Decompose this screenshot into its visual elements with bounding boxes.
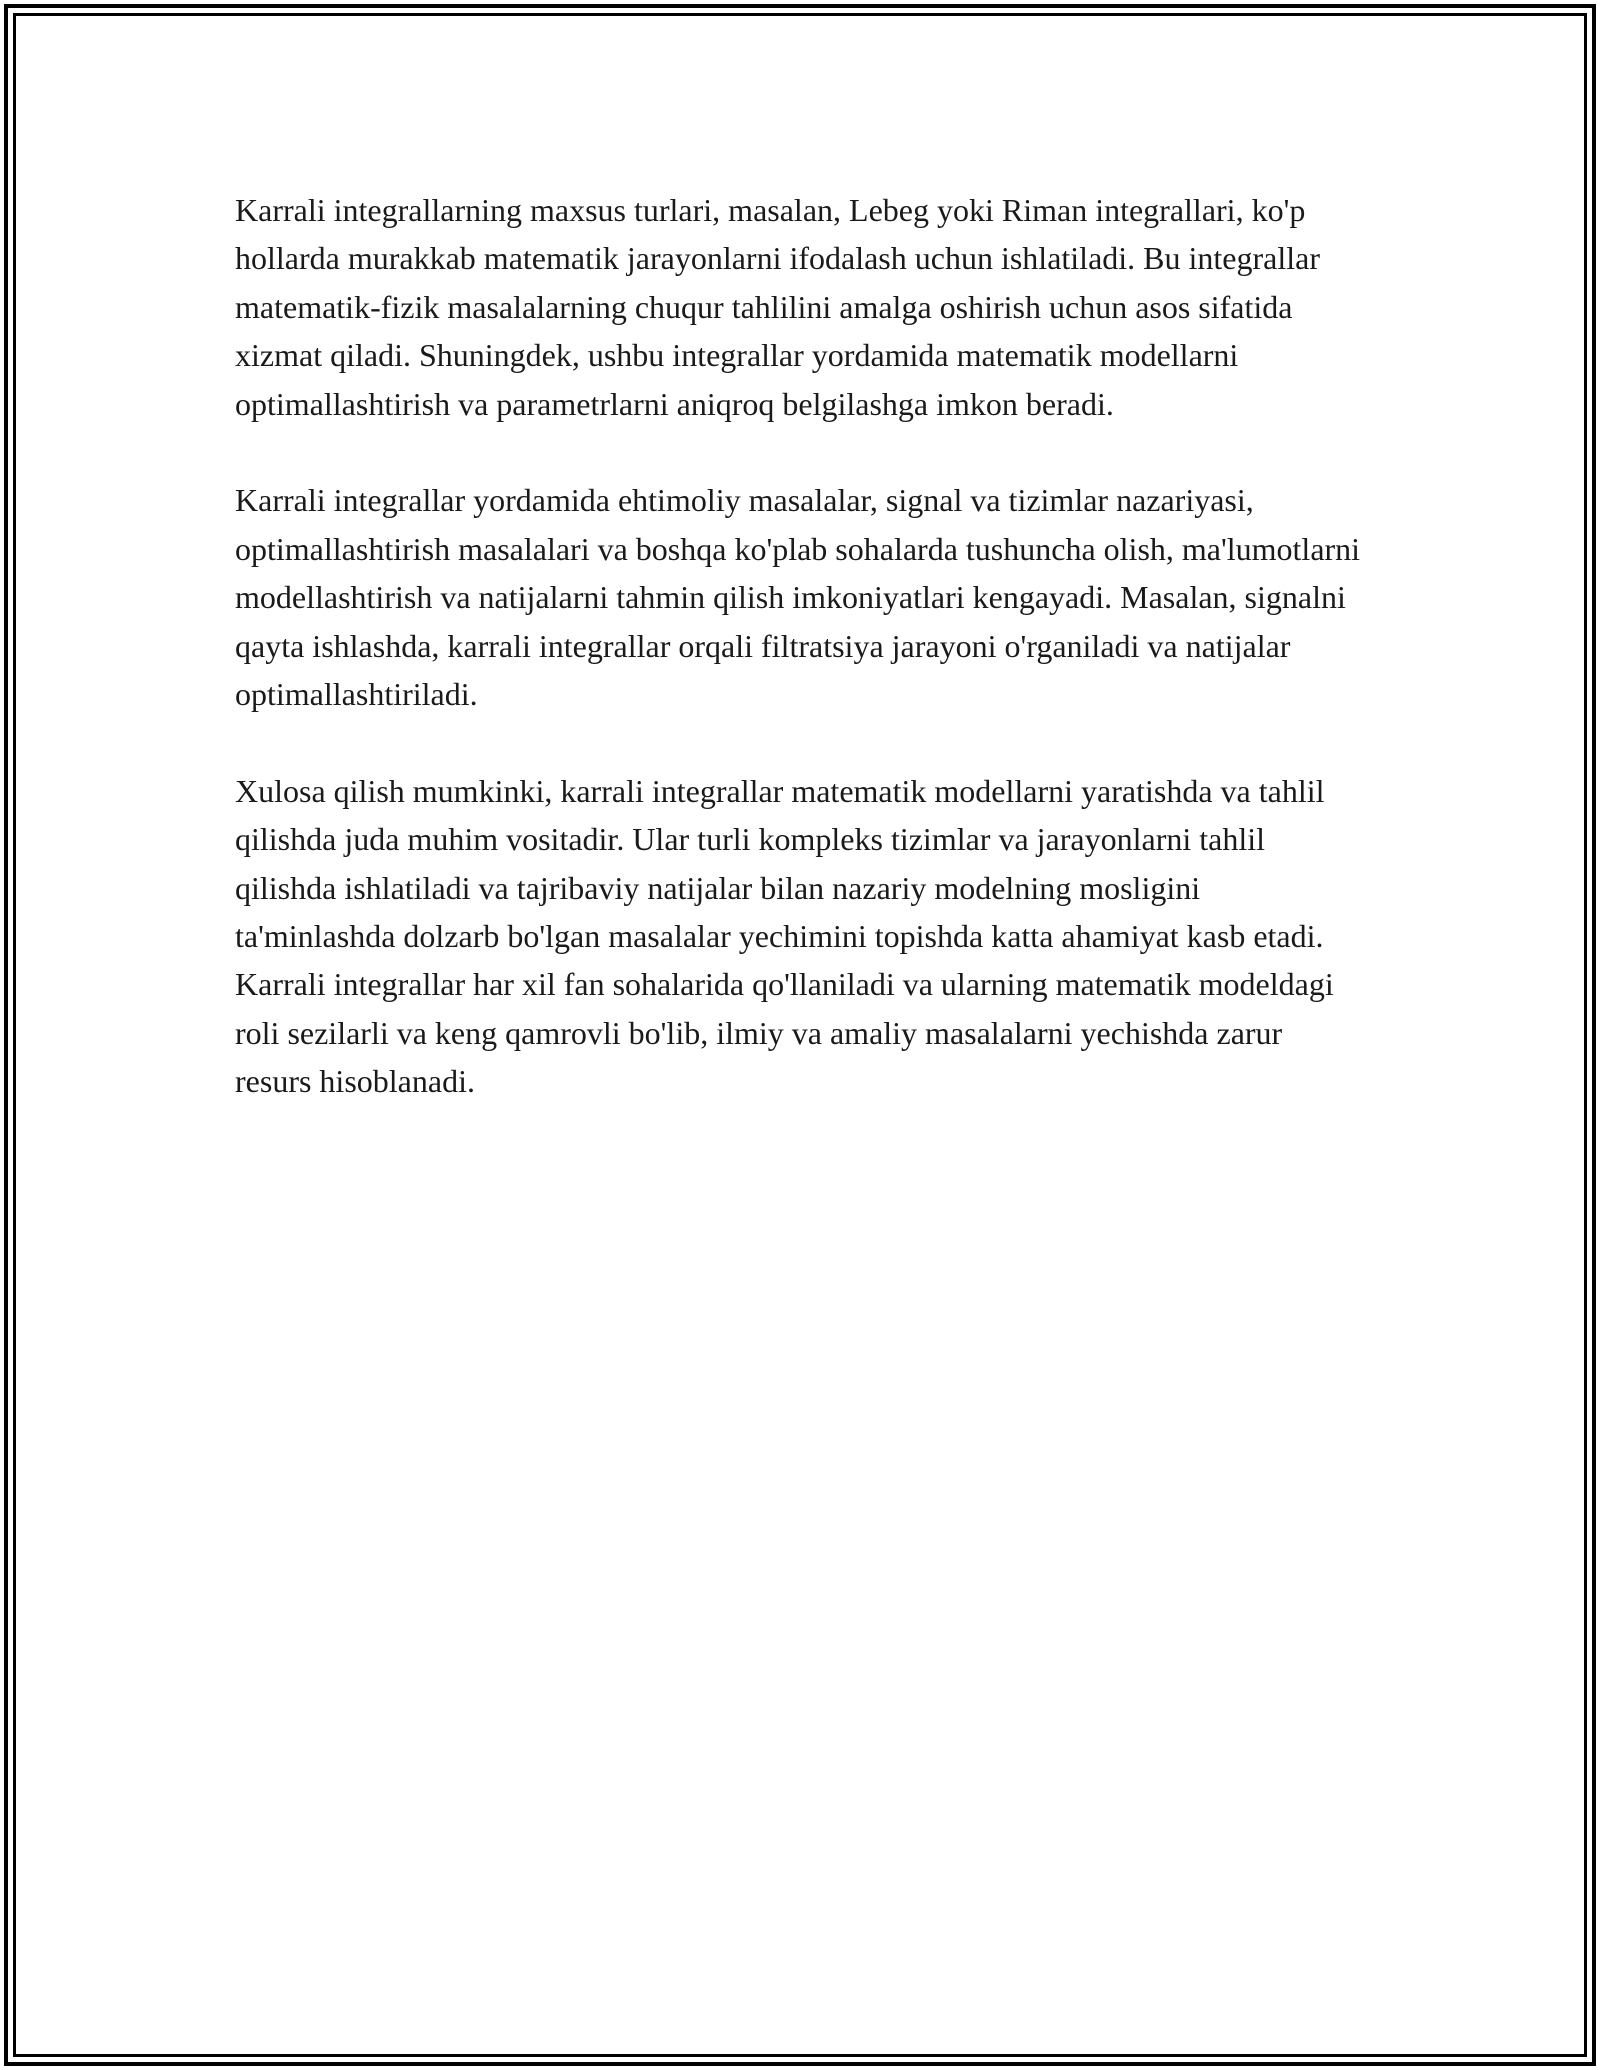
paragraph-3: Xulosa qilish mumkinki, karrali integrallar matematik modellarni yaratishda va tahlil qilishda juda muhim vositadir. Ular turli kompleks tizimlar va jarayonlarni tahlil qilishda ishlatiladi va tajribaviy natijalar bilan nazariy modelning mosligini ta'minlashda dolzarb bo'lgan masalalar yechimini topishda katta ahamiyat kasb etadi. Karrali integrallar har xil fan sohalarida qo'llaniladi va ularning matematik modeldagi roli sezilarli va keng qamrovli bo'lib, ilmiy va amaliy masalalarni yechishda zarur resurs hisoblanadi. <box>235 772 1334 1100</box>
paragraph-1: Karrali integrallarning maxsus turlari, masalan, Lebeg yoki Riman integrallari, ko'p hollarda murakkab matematik jarayonlarni ifodalash uchun ishlatiladi. Bu integrallar matematik-fizik masalalarning chuqur tahlilini amalga oshirish uchun asos sifatida xizmat qiladi. Shuningdek, ushbu integrallar yordamida matematik modellarni optimallashtirish va parametrlarni aniqroq belgilashga imkon beradi. <box>235 192 1320 422</box>
paragraph-2: Karrali integrallar yordamida ehtimoliy masalalar, signal va tizimlar nazariyasi, optimallashtirish masalalari va boshqa ko'plab sohalarda tushuncha olish, ma'lumotlarni modellashtirish va natijalarni tahmin qilish imkoniyatlari kengayadi. Masalan, signalni qayta ishlashda, karrali integrallar orqali filtratsiya jarayoni o'rganiladi va natijalar optimallashtiriladi. <box>235 482 1361 713</box>
document-body <box>235 186 1365 1154</box>
